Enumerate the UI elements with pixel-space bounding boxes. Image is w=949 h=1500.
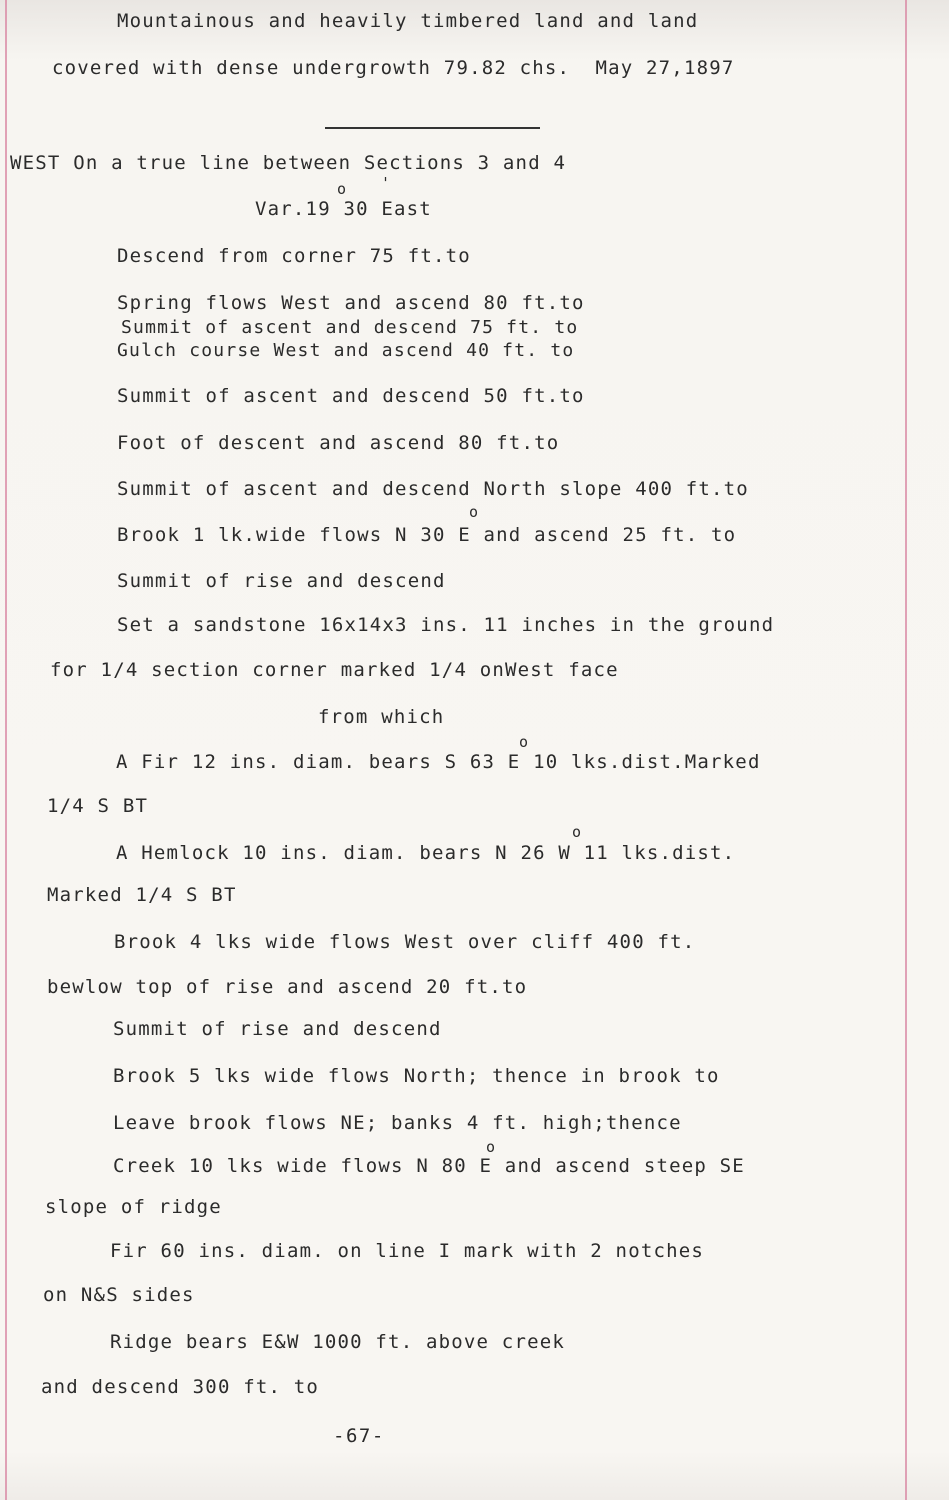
entry-line: Summit of rise and descend: [117, 570, 446, 592]
entry-line: Ridge bears E&W 1000 ft. above creek: [110, 1331, 566, 1353]
header-line-2: covered with dense undergrowth 79.82 chs. May 27,1897: [52, 57, 735, 79]
section-heading: WEST On a true line between Sections 3 and 4: [10, 152, 567, 174]
header-line-1: Mountainous and heavily timbered land and land: [117, 10, 699, 32]
entry-line: Brook 1 lk.wide flows N 30 E and ascend 25 ft. to: [117, 524, 737, 546]
entry-line: Marked 1/4 S BT: [47, 884, 237, 906]
right-margin-line: [905, 0, 907, 1500]
entry-line: Brook 5 lks wide flows North; thence in brook to: [113, 1065, 720, 1087]
entry-line: Summit of ascent and descend 75 ft. to: [121, 317, 579, 338]
variation-line: Var.19 30 East: [255, 198, 432, 220]
left-margin-line: [5, 0, 7, 1500]
entry-line: Summit of ascent and descend North slope 400 ft.to: [117, 478, 749, 500]
entry-line: Fir 60 ins. diam. on line I mark with 2 notches: [110, 1240, 705, 1262]
degree-mark: o: [572, 823, 582, 841]
entry-line: A Fir 12 ins. diam. bears S 63 E 10 lks.dist.Marked: [116, 751, 761, 773]
entry-line: and descend 300 ft. to: [41, 1376, 320, 1398]
entry-line: bewlow top of rise and ascend 20 ft.to: [47, 976, 528, 998]
entry-line: Gulch course West and ascend 40 ft. to: [117, 340, 575, 361]
degree-mark: o: [469, 503, 479, 521]
page-number: -67-: [333, 1425, 385, 1447]
minute-mark: ': [381, 174, 391, 192]
entry-line: 1/4 S BT: [47, 795, 149, 817]
entry-line: Spring flows West and ascend 80 ft.to: [117, 292, 585, 314]
entry-line: for 1/4 section corner marked 1/4 onWest face: [50, 659, 619, 681]
entry-line: from which: [318, 706, 445, 728]
entry-line: Leave brook flows NE; banks 4 ft. high;thence: [113, 1112, 682, 1134]
degree-mark: o: [519, 733, 529, 751]
entry-line: Summit of ascent and descend 50 ft.to: [117, 385, 585, 407]
degree-mark: o: [486, 1138, 496, 1156]
entry-line: Descend from corner 75 ft.to: [117, 245, 471, 267]
entry-line: Set a sandstone 16x14x3 ins. 11 inches in the ground: [117, 614, 775, 636]
entry-line: on N&S sides: [43, 1284, 195, 1306]
entry-line: Summit of rise and descend: [113, 1018, 442, 1040]
entry-line: Foot of descent and ascend 80 ft.to: [117, 432, 560, 454]
entry-line: slope of ridge: [45, 1196, 222, 1218]
entry-line: Creek 10 lks wide flows N 80 E and ascend steep SE: [113, 1155, 745, 1177]
divider-rule: [325, 127, 540, 129]
entry-line: Brook 4 lks wide flows West over cliff 400 ft.: [114, 931, 696, 953]
degree-mark: o: [337, 180, 347, 198]
entry-line: A Hemlock 10 ins. diam. bears N 26 W 11 lks.dist.: [116, 842, 736, 864]
